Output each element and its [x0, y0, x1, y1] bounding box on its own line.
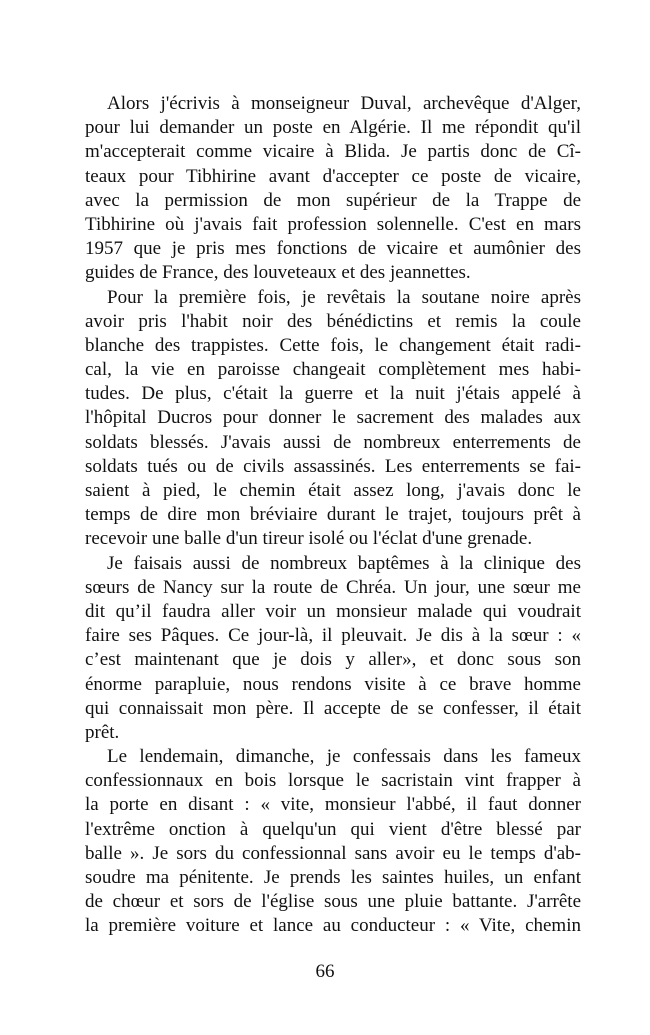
text-line: guides de France, des louveteaux et des jeannettes.	[85, 262, 471, 284]
text-line: de chœur et sors de l'église sous une pluie battante. J'arrête	[85, 891, 581, 913]
text-line: Je faisais aussi de nombreux baptêmes à la clinique des	[107, 552, 581, 574]
text-line: teaux pour Tibhirine avant d'accepter ce poste de vicaire,	[85, 165, 581, 187]
text-line: faire ses Pâques. Ce jour-là, il pleuvait. Je dis à la sœur : «	[85, 625, 581, 647]
text-line: balle ». Je sors du confessionnal sans avoir eu le temps d'ab-	[85, 842, 581, 864]
text-line: confessionnaux en bois lorsque le sacristain vint frapper à	[85, 770, 581, 792]
text-line: 1957 que je pris mes fonctions de vicaire et aumônier des	[85, 238, 581, 260]
text-line: soldats tués ou de civils assassinés. Les enterrements se fai-	[85, 455, 581, 477]
text-line: prêt.	[85, 721, 120, 743]
text-line: la première voiture et lance au conducteur : « Vite, chemin	[85, 915, 581, 937]
text-line: cal, la vie en paroisse changeait complètement mes habi-	[85, 359, 581, 381]
text-line: m'accepterait comme vicaire à Blida. Je partis donc de Cî-	[85, 141, 581, 163]
text-line: dit qu’il faudra aller voir un monsieur malade qui voudrait	[85, 600, 581, 622]
text-line: soudre ma pénitente. Je prends les saintes huiles, un enfant	[85, 867, 581, 888]
paragraph	[85, 286, 581, 552]
text-line: qui connaissait mon père. Il accepte de se confesser, il était	[85, 697, 581, 719]
text-line: Le lendemain, dimanche, je confessais dans les fameux	[107, 746, 581, 768]
paragraph	[85, 745, 581, 939]
text-line: pour lui demander un poste en Algérie. Il me répondit qu'il	[85, 117, 581, 139]
text-line: c’est maintenant que je dois y aller», et donc sous son	[85, 649, 581, 671]
text-line: Alors j'écrivis à monseigneur Duval, archevêque d'Alger,	[107, 93, 581, 114]
text-line: l'hôpital Ducros pour donner le sacrement des malades aux	[85, 407, 581, 429]
text-line: sœurs de Nancy sur la route de Chréa. Un jour, une sœur me	[85, 576, 581, 598]
paragraph	[85, 92, 581, 286]
text-line: avoir pris l'habit noir des bénédictins et remis la coule	[85, 310, 581, 332]
page-text	[85, 92, 581, 939]
text-line: soldats blessés. J'avais aussi de nombreux enterrements de	[85, 431, 581, 453]
text-line: Pour la première fois, je revêtais la soutane noire après	[107, 286, 581, 308]
text-line: énorme parapluie, nous rendons visite à ce brave homme	[85, 673, 581, 695]
paragraph	[85, 552, 581, 746]
text-line: blanche des trappistes. Cette fois, le changement était radi-	[85, 334, 581, 356]
text-line: Tibhirine où j'avais fait profession solennelle. C'est en mars	[85, 213, 581, 235]
text-line: recevoir une balle d'un tireur isolé ou l'éclat d'une grenade.	[85, 528, 533, 550]
page-number: 66	[315, 961, 335, 982]
text-line: saient à pied, le chemin était assez long, j'avais donc le	[85, 480, 581, 501]
text-line: la porte en disant : « vite, monsieur l'abbé, il faut donner	[85, 794, 581, 816]
text-line: avec la permission de mon supérieur de la Trappe de	[85, 189, 581, 211]
text-line: l'extrême onction à quelqu'un qui vient d'être blessé par	[85, 818, 581, 840]
text-line: tudes. De plus, c'était la guerre et la nuit j'étais appelé à	[85, 383, 581, 405]
text-line: temps de dire mon bréviaire durant le trajet, toujours prêt à	[85, 504, 581, 526]
